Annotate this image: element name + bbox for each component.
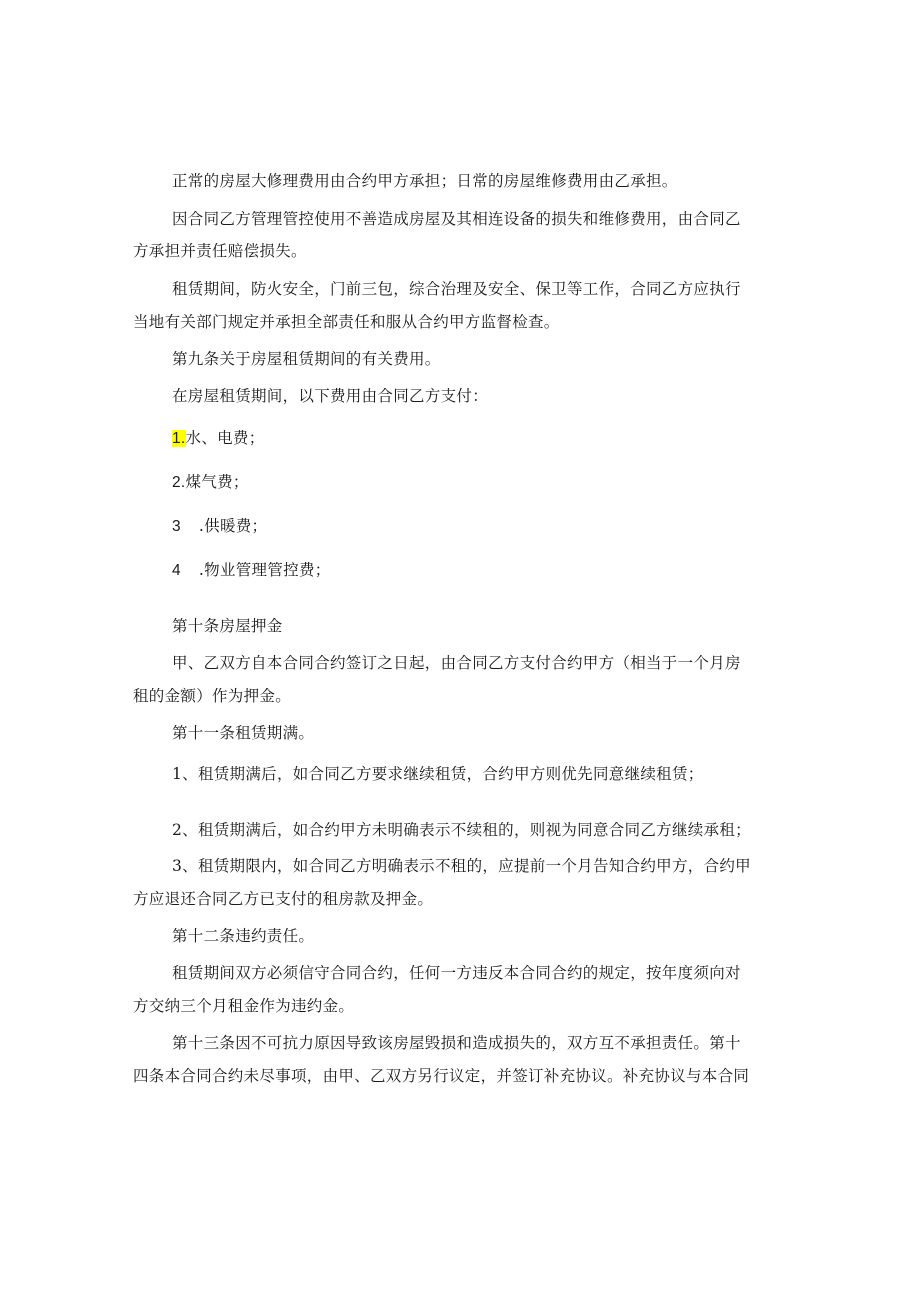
paragraph-safety-line-2: 当地有关部门规定并承担全部责任和服从合约甲方监督检查。 (133, 313, 560, 331)
clause-11-3-line-2: 方应退还合同乙方已支付的租房款及押金。 (133, 890, 434, 908)
article-11-heading: 第十一条租赁期满。 (172, 724, 315, 742)
clause-11-1: 1、租赁期满后，如合同乙方要求继续租赁，合约甲方则优先同意继续租赁； (172, 765, 704, 783)
paragraph-breach-line-1: 租赁期间双方必须信守合同合约，任何一方违反本合同合约的规定，按年度须向对 (172, 964, 741, 982)
article-9-heading: 第九条关于房屋租赁期间的有关费用。 (172, 350, 441, 368)
paragraph-fees-intro: 在房屋租赁期间，以下费用由合同乙方支付： (172, 387, 489, 405)
article-10-heading: 第十条房屋押金 (172, 617, 283, 635)
paragraph-repair-costs: 正常的房屋大修理费用由合约甲方承担；日常的房屋维修费用由乙承担。 (172, 172, 678, 190)
fee-item-4-text: .物业管理管控费； (198, 561, 331, 579)
fee-item-2-number: 2. (172, 474, 186, 491)
fee-item-1 (172, 428, 832, 449)
article-13-line-1: 第十三条因不可抗力原因导致该房屋毁损和造成损失的，双方互不承担责任。第十 (172, 1034, 741, 1052)
article-13-line-2: 四条本合同合约未尽事项，由甲、乙双方另行议定，并签订补充协议。补充协议与本合同 (133, 1067, 750, 1085)
paragraph-deposit-line-1: 甲、乙双方自本合同合约签订之日起，由合同乙方支付合约甲方（相当于一个月房 (172, 654, 741, 672)
clause-11-3-line-1: 3、租赁期限内，如合同乙方明确表示不租的，应提前一个月告知合约甲方，合约甲 (172, 857, 751, 875)
paragraph-breach-line-2: 方交纳三个月租金作为违约金。 (133, 997, 355, 1015)
fee-item-2 (172, 472, 832, 493)
fee-item-3 (172, 516, 832, 537)
fee-item-4 (172, 560, 832, 581)
fee-item-4-number: 4 (172, 562, 181, 579)
paragraph-safety-line-1: 租赁期间，防火安全，门前三包，综合治理及安全、保卫等工作，合同乙方应执行 (172, 280, 741, 298)
fee-item-3-text: .供暖费； (198, 517, 268, 535)
article-12-heading: 第十二条违约责任。 (172, 927, 315, 945)
paragraph-damage-line-1: 因合同乙方管理管控使用不善造成房屋及其相连设备的损失和维修费用，由合同乙 (172, 210, 741, 228)
paragraph-deposit-line-2: 租的金额）作为押金。 (133, 687, 292, 705)
fee-item-2-text: 煤气费； (185, 473, 249, 491)
fee-item-1-number: 1. (172, 430, 186, 447)
fee-item-3-number: 3 (172, 518, 181, 535)
clause-11-2: 2、租赁期满后，如合约甲方未明确表示不续租的，则视为同意合同乙方继续承租； (172, 821, 751, 839)
fee-item-1-text: 水、电费； (185, 429, 265, 447)
paragraph-damage-line-2: 方承担并责任赔偿损失。 (133, 242, 307, 260)
